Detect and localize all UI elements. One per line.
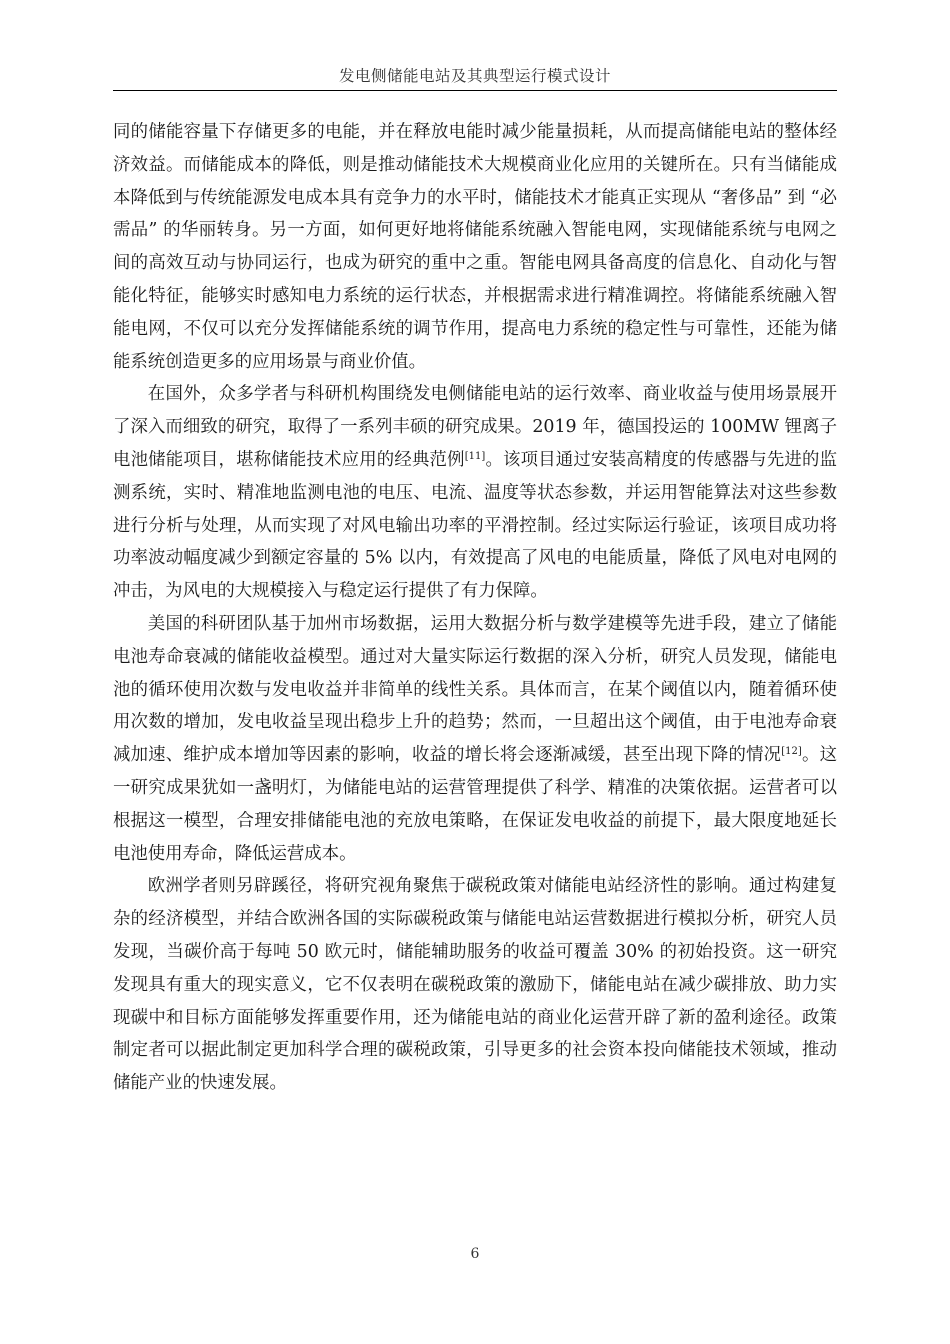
- paragraph-europe-study: 欧洲学者则另辟蹊径，将研究视角聚焦于碳税政策对储能电站经济性的影响。通过构建复杂的经济模型，并结合欧洲各国的实际碳税政策与储能电站运营数据进行模拟分析，研究人员发现，当碳价高于每吨 50 欧元时，储能辅助服务的收益可覆盖 30% 的初始投资。这一研究发现具有重大的现实意义，它不仅表明在碳税政策的激励下，储能电站在减少碳排放、助力实现碳中和目标方面能够发挥重要作用，还为储能电站的商业化运营开辟了新的盈利途径。政策制定者可以据此制定更加科学合理的碳税政策，引导更多的社会资本投向储能技术领域，推动储能产业的快速发展。: [113, 876, 837, 1094]
- citation-11: [11]: [464, 450, 486, 462]
- header-divider: [113, 90, 837, 91]
- paragraph-germany-study: [113, 378, 837, 608]
- document-body: [113, 116, 837, 1100]
- paragraph-text: 在国外，众多学者与科研机构围绕发电侧储能电站的运行效率、商业收益与使用场景展开了深入而细致的研究，取得了一系列丰硕的研究成果。2019 年，德国投运的 100MW 锂离子电池储能项目，堪称储能技术应用的经典范例: [113, 384, 837, 470]
- paragraph-continuation: 同的储能容量下存储更多的电能，并在释放电能时减少能量损耗，从而提高储能电站的整体经济效益。而储能成本的降低，则是推动储能技术大规模商业化应用的关键所在。只有当储能成本降低到与传统能源发电成本具有竞争力的水平时，储能技术才能真正实现从 “奢侈品” 到 “必需品” 的华丽转身。另一方面，如何更好地将储能系统融入智能电网，实现储能系统与电网之间的高效互动与协同运行，也成为研究的重中之重。智能电网具备高度的信息化、自动化与智能化特征，能够实时感知电力系统的运行状态，并根据需求进行精准调控。将储能系统融入智能电网，不仅可以充分发挥储能系统的调节作用，提高电力系统的稳定性与可靠性，还能为储能系统创造更多的应用场景与商业价值。: [113, 122, 837, 372]
- paragraph-text: 。该项目通过安装高精度的传感器与先进的监测系统，实时、精准地监测电池的电压、电流、温度等状态参数，并运用智能算法对这些参数进行分析与处理，从而实现了对风电输出功率的平滑控制。经过实际运行验证，该项目成功将功率波动幅度减少到额定容量的 5% 以内，有效提高了风电的电能质量，降低了风电对电网的冲击，为风电的大规模接入与稳定运行提供了有力保障。: [113, 449, 837, 602]
- page-number: 6: [470, 1246, 480, 1262]
- citation-12: [12]: [781, 746, 802, 758]
- running-header: 发电侧储能电站及其典型运行模式设计: [338, 67, 611, 85]
- paragraph-text: 。这一研究成果犹如一盏明灯，为储能电站的运营管理提供了科学、精准的决策依据。运营者可以根据这一模型，合理安排储能电池的充放电策略，在保证发电收益的前提下，最大限度地延长电池使用寿命，降低运营成本。: [113, 745, 837, 864]
- paragraph-us-study: [113, 608, 837, 870]
- paragraph-text: 美国的科研团队基于加州市场数据，运用大数据分析与数学建模等先进手段，建立了储能电池寿命衰减的储能收益模型。通过对大量实际运行数据的深入分析，研究人员发现，储能电池的循环使用次数与发电收益并非简单的线性关系。具体而言，在某个阈值以内，随着循环使用次数的增加，发电收益呈现出稳步上升的趋势；然而，一旦超出这个阈值，由于电池寿命衰减加速、维护成本增加等因素的影响，收益的增长将会逐渐减缓，甚至出现下降的情况: [113, 613, 837, 766]
